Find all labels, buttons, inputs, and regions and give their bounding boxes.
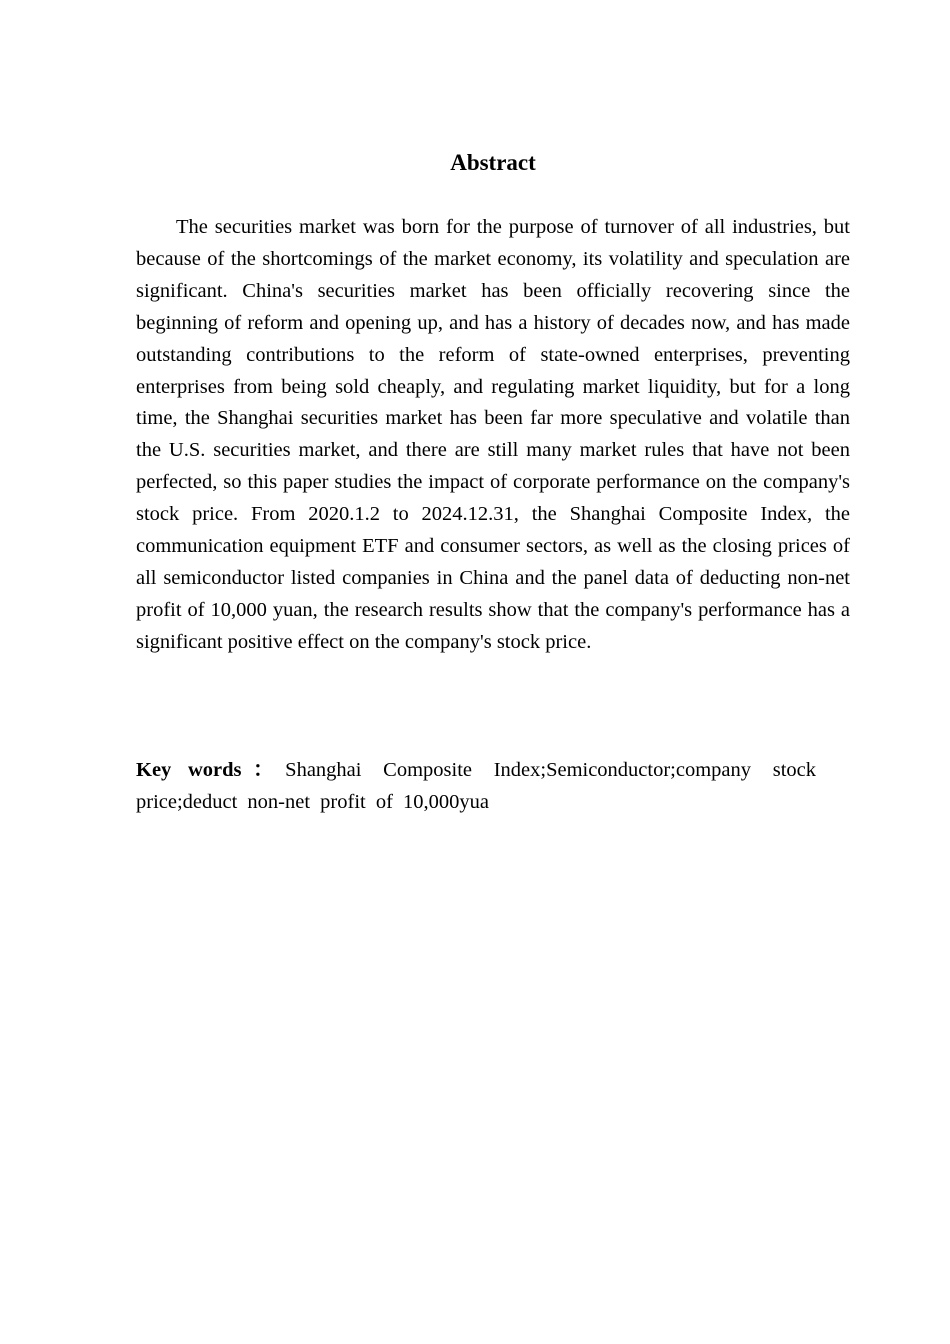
keywords-label: Key words： bbox=[136, 759, 286, 781]
keywords-text: Shanghai Composite Index;Semiconductor;company stock price;deduct non-net profit of 10,000yua bbox=[136, 759, 816, 813]
abstract-paragraph: The securities market was born for the purpose of turnover of all industries, but because of the shortcomings of the market economy, its volatility and speculation are significant. China's securities market has been officially recovering since the beginning of reform and opening up, and has a history of decades now, and has made outstanding contributions to the reform of state-owned enterprises, preventing enterprises from being sold cheaply, and regulating market liquidity, but for a long time, the Shanghai securities market has been far more speculative and volatile than the U.S. securities market, and there are still many market rules that have not been perfected, so this paper studies the impact of corporate performance on the company's stock price. From 2020.1.2 to 2024.12.31, the Shanghai Composite Index, the communication equipment ETF and consumer sectors, as well as the closing prices of all semiconductor listed companies in China and the panel data of deducting non-net profit of 10,000 yuan, the research results show that the company's performance has a significant positive effect on the company's stock price. bbox=[136, 216, 850, 653]
abstract-title: Abstract bbox=[450, 150, 536, 175]
keywords-line bbox=[136, 755, 816, 819]
